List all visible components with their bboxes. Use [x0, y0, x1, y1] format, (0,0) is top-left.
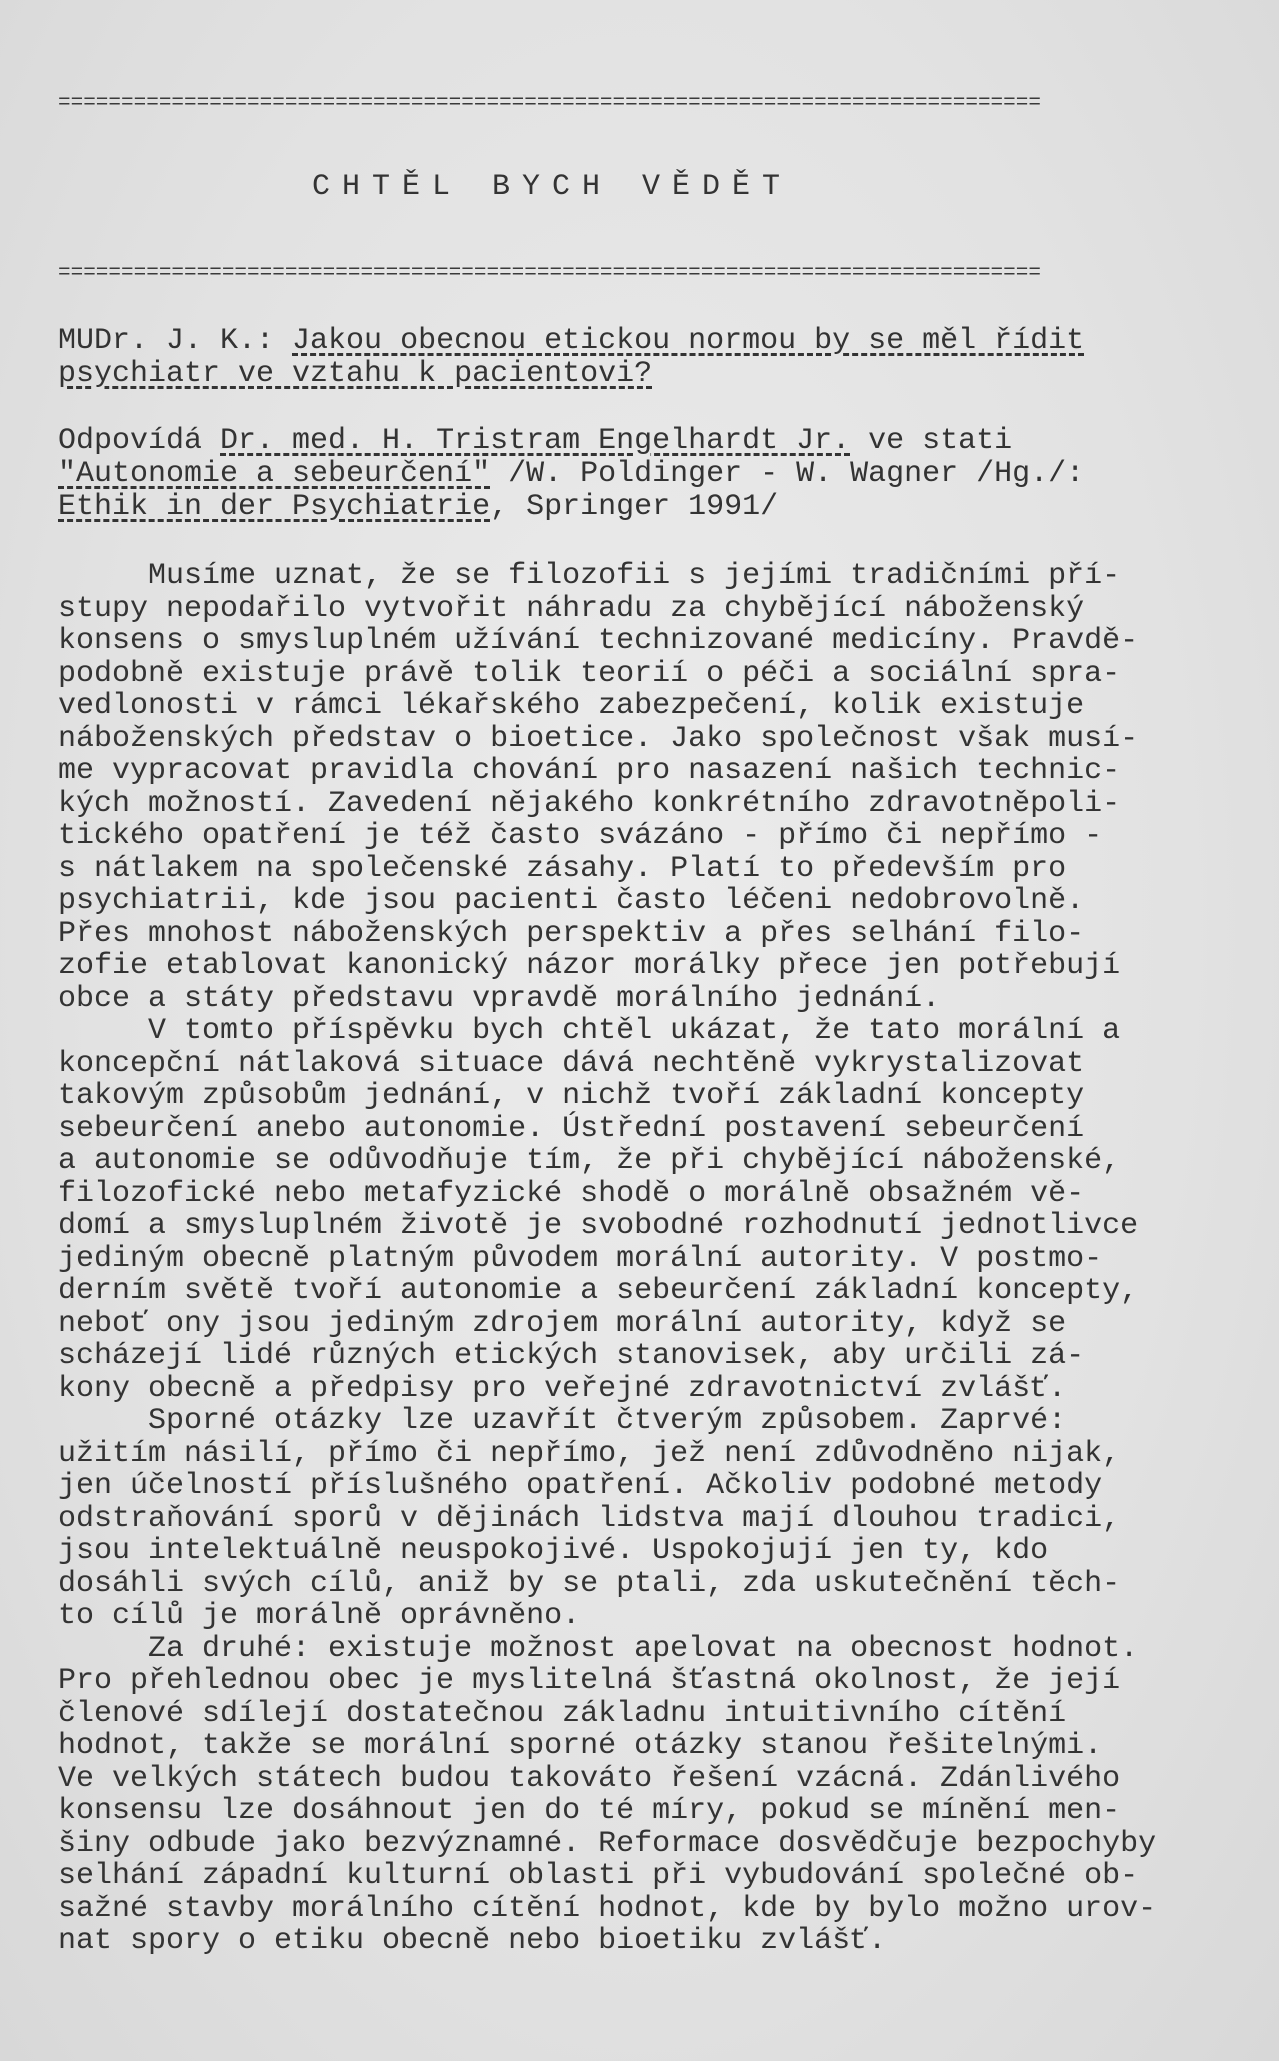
- body-line: derním světě tvoří autonomie a sebeurčení základní koncepty,: [58, 1274, 1139, 1308]
- body-line: užitím násilí, přímo či nepřímo, jež není zdůvodněno nijak,: [58, 1436, 1121, 1471]
- body-line: sebeurčení anebo autonomie. Ústřední postavení sebeurčení: [58, 1111, 1085, 1146]
- question-text-line2: psychiatr ve vztahu k pacientovi?: [58, 357, 653, 391]
- title-separator: ==============================================================================: [58, 262, 1041, 285]
- body-line: Sporné otázky lze uzavřít čtverým způsobem. Zaprvé:: [58, 1404, 1067, 1438]
- source-prefix: Odpovídá: [58, 424, 221, 458]
- source-book-title: Ethik in der Psychiatrie: [58, 490, 491, 524]
- body-line: selhání západní kulturní oblasti při vybudování společné ob-: [58, 1859, 1139, 1893]
- body-line: jsou intelektuálně neuspokojivé. Uspokojují jen ty, kdo: [58, 1534, 1049, 1568]
- body-line: stupy nepodařilo vytvořit náhradu za chybějící náboženský: [58, 591, 1085, 626]
- body-line: s nátlakem na společenské zásahy. Platí to především pro: [58, 851, 1067, 886]
- reader-question: [58, 325, 1228, 391]
- body-line: sažné stavby morálního cítění hodnot, kde by bylo možno urov-: [58, 1891, 1157, 1926]
- body-line: konsensu lze dosáhnout jen do té míry, pokud se mínění men-: [58, 1794, 1121, 1828]
- body-line: domí a smysluplném životě je svobodné rozhodnutí jednotlivce: [58, 1209, 1139, 1243]
- body-line: nat spory o etiku obecně nebo bioetiku zvlášť.: [58, 1924, 887, 1958]
- body-line: kých možností. Zavedení nějakého konkrétního zdravotněpoli-: [58, 786, 1121, 821]
- body-line: Přes mnohost náboženských perspektiv a přes selhání filo-: [58, 916, 1085, 951]
- body-line: takovým způsobům jednání, v nichž tvoří základní koncepty: [58, 1079, 1085, 1113]
- body-line: jediným obecně platným původem morální autority. V postmo-: [58, 1241, 1103, 1276]
- body-line: Ve velkých státech budou takováto řešení vzácná. Zdánlivého: [58, 1761, 1121, 1796]
- body-line: scházejí lidé různých etických stanovisek, aby určili zá-: [58, 1339, 1085, 1373]
- body-line: vedlonosti v rámci lékařského zabezpečení, kolik existuje: [58, 689, 1085, 723]
- body-line: psychiatrii, kde jsou pacienti často léčeni nedobrovolně.: [58, 884, 1085, 918]
- body-line: zofie etablovat kanonický názor morálky přece jen potřebují: [58, 949, 1121, 983]
- body-line: koncepční nátlaková situace dává nechtěně vykrystalizovat: [58, 1046, 1085, 1081]
- source-suffix: ve stati: [850, 424, 1013, 458]
- body-line: hodnot, takže se morální sporné otázky stanou řešitelnými.: [58, 1729, 1103, 1763]
- body-line: V tomto příspěvku bych chtěl ukázat, že tato morální a: [58, 1014, 1121, 1048]
- body-line: Za druhé: existuje možnost apelovat na obecnost hodnot.: [58, 1631, 1139, 1666]
- source-editors: /W. Poldinger - W. Wagner /Hg./:: [490, 457, 1085, 491]
- body-line: neboť ony jsou jediným zdrojem morální autority, když se: [58, 1306, 1067, 1341]
- body-line: dosáhli svých cílů, aniž by se ptali, zda uskutečnění těch-: [58, 1566, 1121, 1601]
- question-text-line1: Jakou obecnou etickou normou by se měl řídit: [292, 324, 1085, 358]
- body-line: a autonomie se odůvodňuje tím, že při chybějící náboženské,: [58, 1144, 1121, 1178]
- body-line: obce a státy představu vpravdě morálního jednání.: [58, 981, 941, 1016]
- body-line: členové sdílejí dostatečnou základnu intuitivního cítění: [58, 1696, 1067, 1731]
- body-line: podobně existuje právě tolik teorií o péči a sociální spra-: [58, 656, 1121, 691]
- body-line: filozofické nebo metafyzické shodě o morálně obsažném vě-: [58, 1176, 1085, 1211]
- body-line: jen účelností příslušného opatření. Ačkoliv podobné metody: [58, 1469, 1103, 1503]
- answer-source: [58, 425, 1228, 524]
- source-author-name: Dr. med. H. Tristram Engelhardt Jr.: [220, 424, 851, 458]
- source-article-title: "Autonomie a sebeurčení": [58, 457, 491, 491]
- page-title: CHTĚL BYCH VĚDĚT: [312, 170, 793, 204]
- body-line: tického opatření je též často svázáno - přímo či nepřímo -: [58, 819, 1103, 853]
- body-line: náboženských představ o bioetice. Jako společnost však musí-: [58, 721, 1139, 756]
- body-line: me vypracovat pravidla chování pro nasazení našich technic-: [58, 754, 1121, 788]
- body-line: Musíme uznat, že se filozofii s jejími tradičními pří-: [58, 559, 1121, 593]
- body-line: kony obecně a předpisy pro veřejné zdravotnictví zvlášť.: [58, 1371, 1067, 1406]
- article-body: [58, 560, 1228, 1958]
- body-line: šiny odbude jako bezvýznamné. Reformace dosvědčuje bezpochyby: [58, 1826, 1157, 1861]
- body-line: konsens o smysluplném užívání technizované medicíny. Pravdě-: [58, 624, 1139, 658]
- body-line: to cílů je morálně oprávněno.: [58, 1599, 581, 1633]
- question-author: MUDr. J. K.:: [58, 324, 293, 358]
- source-publisher: , Springer 1991/: [490, 490, 779, 524]
- body-line: odstraňování sporů v dějinách lidstva mají dlouhou tradici,: [58, 1501, 1121, 1536]
- body-line: Pro přehlednou obec je myslitelná šťastná okolnost, že její: [58, 1664, 1121, 1698]
- top-separator: ==============================================================================: [58, 92, 1041, 115]
